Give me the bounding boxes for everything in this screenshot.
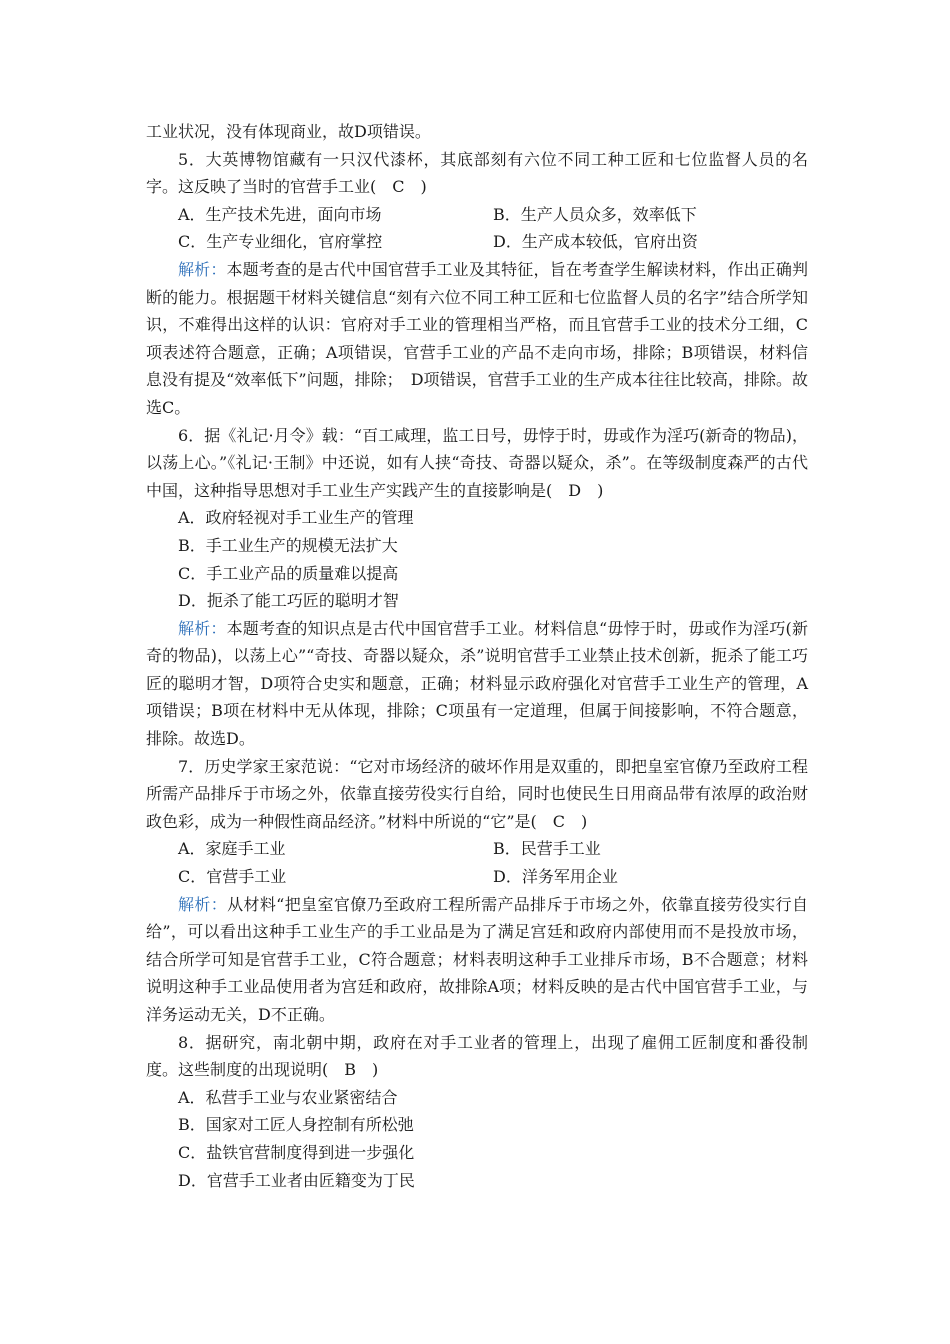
q6-analysis-text: 本题考查的知识点是古代中国官营手工业。材料信息“毋悖于时，毋或作为淫巧(新奇的物品)，以荡上心”“奇技、奇器以疑众，杀”说明官营手工业禁止技术创新，扼杀了能工巧匠的聪明才智，D项符合史实和题意，正确；材料显示政府强化对官营手工业生产的管理，A项错误；B项在材料中无从体现，排除；C项虽有一定道理，但属于间接影响，不符合题意，排除。故选D。 xyxy=(146,618,808,749)
q8-option-a: A．私营手工业与农业紧密结合 xyxy=(178,1087,398,1107)
q5-analysis-label: 解析： xyxy=(178,259,227,279)
q7-option-b: B．民营手工业 xyxy=(493,839,601,859)
q7-option-d: D．洋务军用企业 xyxy=(493,867,618,887)
q7-options-row-2 xyxy=(146,863,808,891)
q6-stem: 6．据《礼记·月令》载：“百工咸理，监工日号，毋悖于时，毋或作为淫巧(新奇的物品)，以荡上心。”《礼记·王制》中还说，如有人挟“奇技、奇器以疑众，杀”。在等级制度森严的古代中国，这种指导思想对手工业生产实践产生的直接影响是( D ) xyxy=(146,425,808,500)
q7-option-c: C．官营手工业 xyxy=(178,867,287,887)
q5-analysis xyxy=(146,256,808,422)
q6-option-a: A．政府轻视对手工业生产的管理 xyxy=(178,508,414,528)
q6-option-b: B．手工业生产的规模无法扩大 xyxy=(178,535,398,555)
q5-analysis-text: 本题考查的是古代中国官营手工业及其特征，旨在考查学生解读材料，作出正确判断的能力。根据题干材料关键信息“刻有六位不同工种工匠和七位监督人员的名字”结合所学知识，不难得出这样的认识：官府对手工业的管理相当严格，而且官营手工业的技术分工细，C项表述符合题意，正确；A项错误，官营手工业的产品不走向市场，排除；B项错误，材料信息没有提及“效率低下”问题，排除； D项错误，官营手工业的生产成本往往比较高，排除。故选C。 xyxy=(146,259,808,417)
q5-stem: 5．大英博物馆藏有一只汉代漆杯，其底部刻有六位不同工种工匠和七位监督人员的名字。这反映了当时的官营手工业( C ) xyxy=(146,149,808,197)
q5-options-row-2 xyxy=(146,228,808,256)
q5-option-c: C．生产专业细化，官府掌控 xyxy=(178,232,383,252)
q6-analysis-label: 解析： xyxy=(178,618,227,638)
q5-option-a: A．生产技术先进，面向市场 xyxy=(178,204,382,224)
document-page xyxy=(146,118,808,1194)
q6-analysis xyxy=(146,615,808,753)
q7-analysis xyxy=(146,891,808,1029)
q5-option-d: D．生产成本较低，官府出资 xyxy=(493,232,698,252)
q8-stem: 8．据研究，南北朝中期，政府在对手工业者的管理上，出现了雇佣工匠制度和番役制度。这些制度的出现说明( B ) xyxy=(146,1032,808,1080)
q7-options-row-1 xyxy=(146,835,808,863)
q7-option-a: A．家庭手工业 xyxy=(178,839,286,859)
q6-option-d: D．扼杀了能工巧匠的聪明才智 xyxy=(178,591,399,611)
q7-stem: 7．历史学家王家范说：“它对市场经济的破坏作用是双重的，即把皇室官僚乃至政府工程所需产品排斥于市场之外，依靠直接劳役实行自给，同时也使民生日用商品带有浓厚的政治财政色彩，成为一种假性商品经济。”材料中所说的“它”是( C ) xyxy=(146,756,808,831)
q6-option-c: C．手工业产品的质量难以提高 xyxy=(178,563,399,583)
carry-over-text: 工业状况，没有体现商业，故D项错误。 xyxy=(146,122,431,141)
q5-options-row-1 xyxy=(146,201,808,229)
q8-option-b: B．国家对工匠人身控制有所松弛 xyxy=(178,1115,414,1135)
q8-option-c: C．盐铁官营制度得到进一步强化 xyxy=(178,1142,415,1162)
q7-analysis-text: 从材料“把皇室官僚乃至政府工程所需产品排斥于市场之外，依靠直接劳役实行自给”，可以看出这种手工业生产的手工业品是为了满足宫廷和政府内部使用而不是投放市场，结合所学可知是官营手工业，C符合题意；材料表明这种手工业排斥市场，B不合题意；材料说明这种手工业品使用者为宫廷和政府，故排除A项；材料反映的是古代中国官营手工业，与洋务运动无关，D不正确。 xyxy=(146,894,808,1024)
q8-option-d: D．官营手工业者由匠籍变为丁民 xyxy=(178,1170,415,1190)
q5-option-b: B．生产人员众多，效率低下 xyxy=(493,204,697,224)
q7-analysis-label: 解析： xyxy=(178,894,228,914)
